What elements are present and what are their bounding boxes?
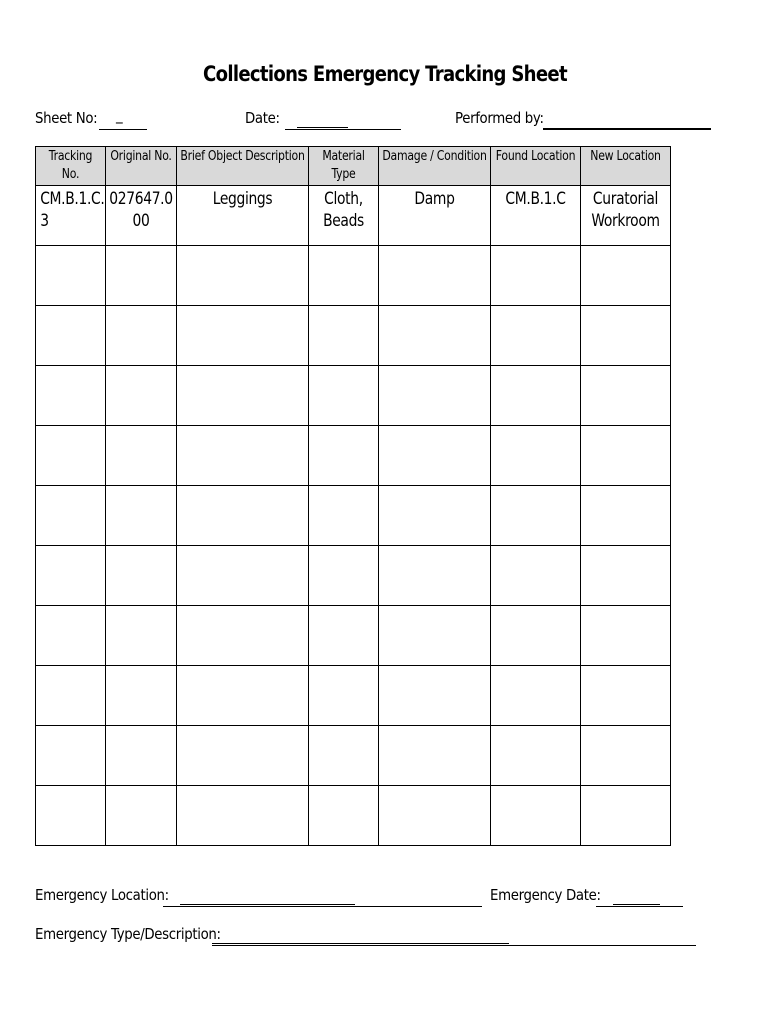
- cell-new-location[interactable]: [581, 726, 671, 786]
- cell-description[interactable]: [177, 366, 309, 426]
- cell-tracking-no[interactable]: [36, 606, 106, 666]
- cell-damage[interactable]: [379, 246, 491, 306]
- cell-description[interactable]: [177, 186, 309, 246]
- cell-new-location[interactable]: [581, 186, 671, 246]
- cell-text: [36, 726, 94, 728]
- cell-text: CM.B.1.C. 3: [40, 189, 105, 230]
- cell-text: [309, 666, 379, 668]
- cell-text: Curatorial Workroom: [591, 189, 660, 230]
- cell-text: [581, 486, 669, 488]
- cell-text: [491, 786, 579, 788]
- cell-text: [381, 666, 488, 668]
- cell-original-no[interactable]: [106, 186, 177, 246]
- cell-damage[interactable]: [379, 786, 491, 846]
- col-header-material-type: Material Type: [309, 147, 379, 186]
- cell-original-no[interactable]: [106, 726, 177, 786]
- cell-tracking-no[interactable]: [36, 306, 106, 366]
- cell-material-type[interactable]: [309, 306, 379, 366]
- cell-text: [309, 606, 379, 608]
- cell-tracking-no[interactable]: [36, 546, 106, 606]
- cell-text: [36, 366, 94, 368]
- cell-text: [381, 306, 488, 308]
- cell-text: [309, 486, 379, 488]
- cell-description[interactable]: [177, 246, 309, 306]
- cell-text: [106, 726, 177, 728]
- date-label: Date:: [245, 109, 280, 127]
- table-row: [36, 486, 671, 546]
- cell-text: [106, 786, 177, 788]
- table-row: [36, 606, 671, 666]
- cell-text: [106, 546, 177, 548]
- cell-text: [36, 786, 94, 788]
- sheet-no-field[interactable]: [99, 129, 147, 130]
- cell-text: [491, 246, 579, 248]
- emergency-location-field[interactable]: [163, 906, 482, 907]
- cell-text: Damp: [414, 189, 455, 208]
- cell-material-type[interactable]: [309, 606, 379, 666]
- cell-new-location[interactable]: [581, 786, 671, 846]
- emergency-location-label: Emergency Location:: [35, 886, 169, 904]
- cell-original-no[interactable]: [106, 366, 177, 426]
- cell-tracking-no[interactable]: [36, 246, 106, 306]
- cell-text: [309, 426, 379, 428]
- cell-found-location[interactable]: [491, 786, 581, 846]
- cell-new-location[interactable]: [581, 426, 671, 486]
- cell-description[interactable]: [177, 726, 309, 786]
- col-header-new-location: New Location: [581, 147, 671, 186]
- cell-tracking-no[interactable]: [36, 426, 106, 486]
- cell-text: [309, 786, 379, 788]
- cell-damage[interactable]: [379, 306, 491, 366]
- cell-text: CM.B.1.C: [505, 189, 566, 208]
- cell-material-type[interactable]: [309, 366, 379, 426]
- cell-material-type[interactable]: [309, 186, 379, 246]
- cell-text: [309, 306, 379, 308]
- emergency-type-label: Emergency Type/Description:: [35, 925, 221, 943]
- cell-text: [106, 426, 177, 428]
- cell-description[interactable]: [177, 546, 309, 606]
- cell-text: [491, 306, 579, 308]
- cell-text: [581, 306, 669, 308]
- emergency-date-field[interactable]: [596, 906, 683, 907]
- cell-new-location[interactable]: [581, 246, 671, 306]
- table-row: [36, 726, 671, 786]
- cell-text: [181, 306, 304, 308]
- table-body: [36, 186, 671, 846]
- col-header-description: Brief Object Description: [177, 147, 309, 186]
- cell-new-location[interactable]: [581, 306, 671, 366]
- cell-text: [36, 426, 94, 428]
- cell-tracking-no[interactable]: [36, 486, 106, 546]
- cell-material-type[interactable]: [309, 786, 379, 846]
- cell-text: [491, 426, 579, 428]
- cell-text: [581, 426, 669, 428]
- cell-found-location[interactable]: [491, 486, 581, 546]
- cell-new-location[interactable]: [581, 486, 671, 546]
- tracking-table: [35, 146, 671, 846]
- cell-material-type[interactable]: [309, 726, 379, 786]
- cell-original-no[interactable]: [106, 546, 177, 606]
- cell-material-type[interactable]: [309, 546, 379, 606]
- cell-text: [491, 366, 579, 368]
- cell-text: 027647.0 00: [109, 189, 173, 230]
- cell-damage[interactable]: [379, 546, 491, 606]
- page-title: Collections Emergency Tracking Sheet: [203, 62, 567, 86]
- cell-text: [309, 546, 379, 548]
- cell-damage[interactable]: [379, 366, 491, 426]
- cell-description[interactable]: [177, 786, 309, 846]
- col-header-original-no: Original No.: [106, 147, 177, 186]
- emergency-type-field[interactable]: [212, 945, 696, 946]
- cell-new-location[interactable]: [581, 546, 671, 606]
- col-header-found-location: Found Location: [491, 147, 581, 186]
- cell-new-location[interactable]: [581, 666, 671, 726]
- table-header-row: [36, 147, 671, 186]
- emergency-date-label: Emergency Date:: [490, 886, 601, 904]
- cell-original-no[interactable]: [106, 606, 177, 666]
- cell-text: [381, 366, 488, 368]
- cell-found-location[interactable]: [491, 366, 581, 426]
- cell-text: [106, 606, 177, 608]
- table-row: [36, 246, 671, 306]
- performed-by-field[interactable]: [543, 128, 711, 130]
- cell-material-type[interactable]: [309, 426, 379, 486]
- cell-new-location[interactable]: [581, 366, 671, 426]
- table-row: [36, 666, 671, 726]
- cell-text: [181, 606, 304, 608]
- cell-text: [581, 666, 669, 668]
- cell-found-location[interactable]: [491, 666, 581, 726]
- cell-found-location[interactable]: [491, 186, 581, 246]
- emergency-location-field-inner: [180, 904, 355, 905]
- cell-damage[interactable]: [379, 726, 491, 786]
- emergency-date-field-inner: [613, 904, 660, 905]
- cell-material-type[interactable]: [309, 246, 379, 306]
- cell-text: [309, 366, 379, 368]
- sheet-no-value: _: [116, 106, 123, 124]
- cell-text: [309, 726, 379, 728]
- cell-tracking-no[interactable]: [36, 366, 106, 426]
- cell-original-no[interactable]: [106, 246, 177, 306]
- cell-damage[interactable]: [379, 186, 491, 246]
- cell-tracking-no[interactable]: [36, 786, 106, 846]
- cell-damage[interactable]: [379, 486, 491, 546]
- cell-text: [581, 606, 669, 608]
- cell-text: [581, 786, 669, 788]
- table-row: [36, 546, 671, 606]
- cell-found-location[interactable]: [491, 546, 581, 606]
- cell-description[interactable]: [177, 426, 309, 486]
- cell-original-no[interactable]: [106, 786, 177, 846]
- cell-text: [36, 486, 94, 488]
- cell-text: [106, 666, 177, 668]
- cell-description[interactable]: [177, 606, 309, 666]
- cell-original-no[interactable]: [106, 666, 177, 726]
- cell-original-no[interactable]: [106, 426, 177, 486]
- cell-material-type[interactable]: [309, 666, 379, 726]
- cell-found-location[interactable]: [491, 246, 581, 306]
- date-field[interactable]: [285, 129, 401, 130]
- cell-text: [181, 666, 304, 668]
- cell-damage[interactable]: [379, 666, 491, 726]
- table-row: [36, 786, 671, 846]
- cell-original-no[interactable]: [106, 486, 177, 546]
- cell-text: Cloth, Beads: [323, 189, 364, 230]
- cell-text: [381, 486, 488, 488]
- cell-tracking-no[interactable]: [36, 726, 106, 786]
- table-row: [36, 366, 671, 426]
- cell-text: [491, 486, 579, 488]
- cell-found-location[interactable]: [491, 606, 581, 666]
- cell-text: [309, 246, 379, 248]
- table-row: [36, 306, 671, 366]
- cell-damage[interactable]: [379, 606, 491, 666]
- cell-text: [381, 546, 488, 548]
- cell-text: [381, 426, 488, 428]
- cell-text: [106, 486, 177, 488]
- cell-description[interactable]: [177, 666, 309, 726]
- cell-description[interactable]: [177, 486, 309, 546]
- cell-text: [581, 726, 669, 728]
- cell-found-location[interactable]: [491, 306, 581, 366]
- cell-text: [491, 606, 579, 608]
- cell-text: [181, 726, 304, 728]
- cell-text: [181, 246, 304, 248]
- cell-text: [491, 666, 579, 668]
- cell-text: [36, 306, 94, 308]
- date-field-inner: [297, 127, 348, 128]
- cell-text: [581, 366, 669, 368]
- cell-found-location[interactable]: [491, 426, 581, 486]
- cell-text: [181, 426, 304, 428]
- cell-text: [491, 546, 579, 548]
- cell-new-location[interactable]: [581, 606, 671, 666]
- cell-tracking-no[interactable]: [36, 186, 106, 246]
- cell-text: [381, 606, 488, 608]
- cell-text: [36, 546, 94, 548]
- cell-text: [491, 726, 579, 728]
- cell-text: [381, 246, 488, 248]
- cell-text: [181, 366, 304, 368]
- cell-text: [106, 246, 177, 248]
- col-header-tracking-no: Tracking No.: [36, 147, 106, 186]
- cell-text: [36, 666, 94, 668]
- sheet-no-label: Sheet No:: [35, 109, 98, 127]
- cell-original-no[interactable]: [106, 306, 177, 366]
- cell-text: [181, 486, 304, 488]
- cell-text: [181, 786, 304, 788]
- table-row: [36, 426, 671, 486]
- cell-tracking-no[interactable]: [36, 666, 106, 726]
- cell-text: Leggings: [212, 189, 273, 208]
- performed-by-label: Performed by:: [455, 109, 544, 127]
- cell-description[interactable]: [177, 306, 309, 366]
- cell-text: [581, 246, 669, 248]
- emergency-type-field-inner: [212, 943, 509, 944]
- cell-text: [181, 546, 304, 548]
- cell-text: [36, 246, 94, 248]
- cell-found-location[interactable]: [491, 726, 581, 786]
- cell-text: [106, 306, 177, 308]
- table-row: [36, 186, 671, 246]
- cell-text: [36, 606, 94, 608]
- cell-damage[interactable]: [379, 426, 491, 486]
- cell-text: [381, 726, 488, 728]
- cell-text: [381, 786, 488, 788]
- col-header-damage: Damage / Condition: [379, 147, 491, 186]
- cell-material-type[interactable]: [309, 486, 379, 546]
- cell-text: [581, 546, 669, 548]
- cell-text: [106, 366, 177, 368]
